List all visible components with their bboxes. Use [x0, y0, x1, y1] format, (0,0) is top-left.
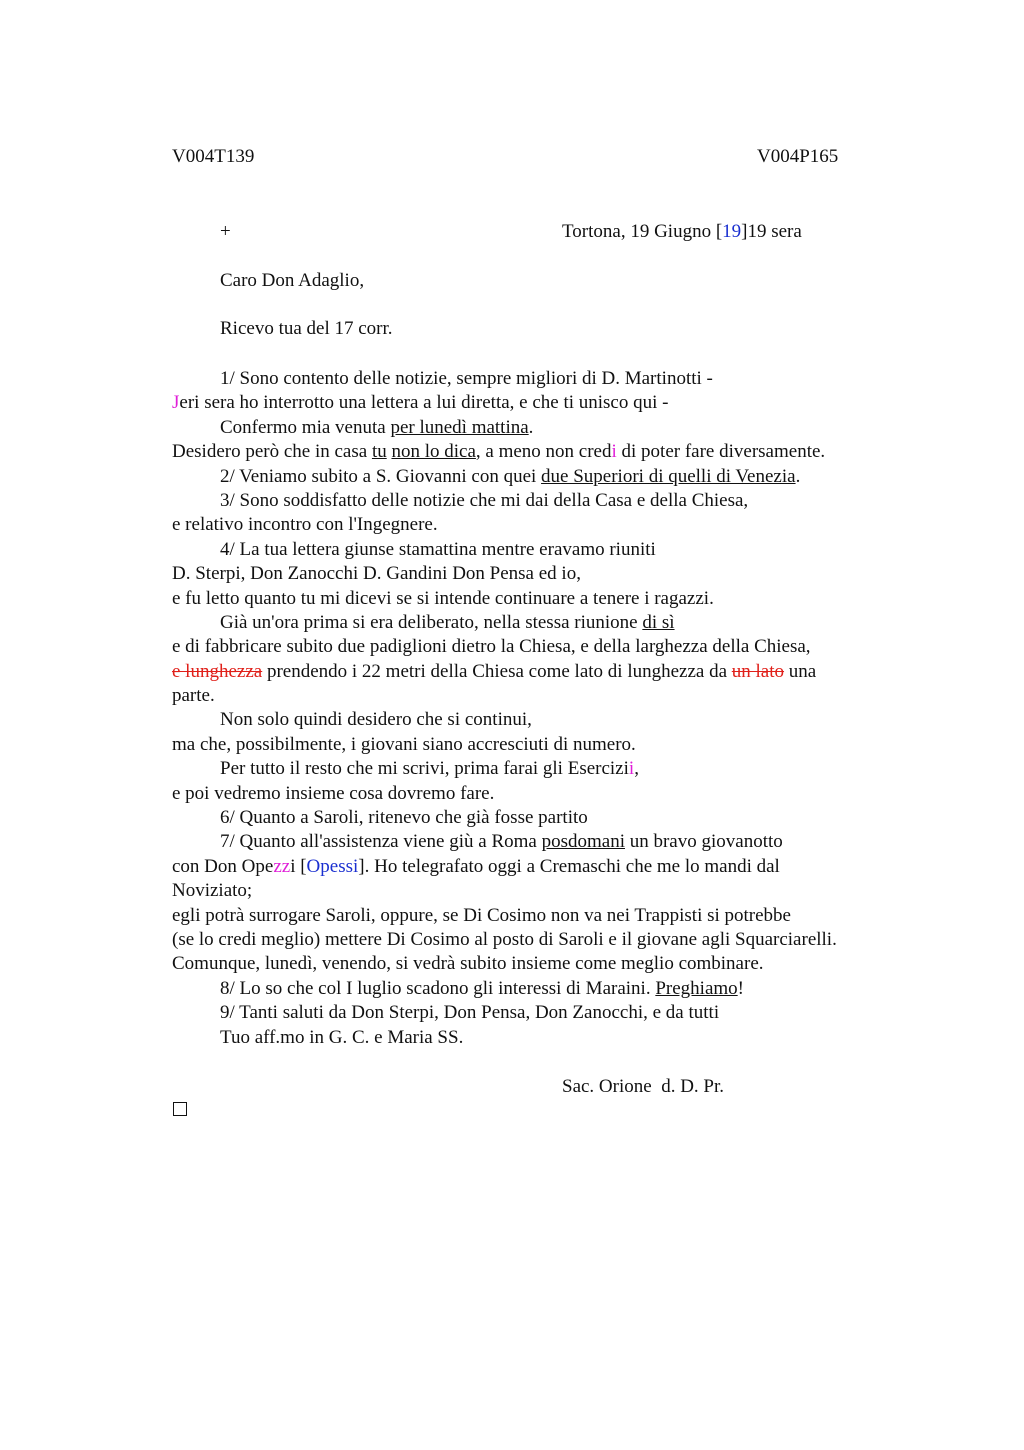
body-line — [172, 465, 912, 489]
editorial-insert: Opessi — [306, 855, 359, 877]
body-text-span: prendendo i 22 metri della Chiesa come lato di lunghezza da — [262, 660, 732, 682]
body-line — [172, 977, 912, 1001]
body-line: D. Sterpi, Don Zanocchi D. Gandini Don Pensa ed io, — [172, 563, 581, 585]
document-code-left: V004T139 — [172, 146, 255, 167]
body-line: egli potrà surrogare Saroli, oppure, se Di Cosimo non va nei Trappisti si potrebbe — [172, 904, 791, 926]
body-line: 9/ Tanti saluti da Don Sterpi, Don Pensa, Don Zanocchi, e da tutti — [220, 1002, 720, 1024]
body-text-span: 7/ Quanto all'assistenza viene giù a Roma — [220, 831, 542, 853]
body-text-span: , — [634, 758, 639, 780]
body-line: 3/ Sono soddisfatto delle notizie che mi dai della Casa e della Chiesa, — [220, 489, 749, 511]
body-line: Noviziato; — [172, 880, 253, 902]
place-date — [562, 221, 802, 243]
year-insert: 19 — [722, 221, 742, 242]
body-line: e poi vedremo insieme cosa dovremo fare. — [172, 782, 495, 804]
body-line — [172, 855, 912, 879]
corrected-letters: zz — [273, 855, 291, 877]
underlined-text: tu — [371, 441, 387, 463]
underlined-text: due Superiori di quelli di Venezia — [541, 465, 796, 487]
body-line — [172, 830, 912, 854]
body-line — [172, 611, 912, 635]
body-text-span: una — [784, 660, 817, 682]
body-text-span: con Don Ope — [172, 855, 274, 877]
underlined-text: di sì — [642, 611, 675, 633]
place-date-prefix: Tortona, 19 Giugno [ — [562, 221, 723, 242]
body-text-span: di poter fare diversamente. — [616, 441, 826, 463]
body-text-span: 2/ Veniamo subito a S. Giovanni con quei — [220, 465, 542, 487]
body-text-span: Confermo mia venuta — [220, 416, 391, 438]
body-text-span: , a meno non cred — [475, 441, 612, 463]
underlined-text: Preghiamo — [655, 977, 738, 999]
body-text-span: Per tutto il resto che mi scrivi, prima farai gli Esercizi — [220, 758, 629, 780]
body-text-span: ! — [737, 977, 744, 999]
corrected-letter: i — [628, 758, 635, 780]
cross-mark: + — [220, 221, 231, 242]
body-text-span: . — [528, 416, 534, 438]
body-line: 4/ La tua lettera giunse stamattina mentre eravamo riuniti — [220, 538, 656, 560]
underlined-text: non lo dica — [391, 441, 476, 463]
body-line — [172, 391, 912, 415]
body-text-span: Desidero però che in casa — [172, 441, 372, 463]
underlined-text: posdomani — [541, 831, 625, 853]
body-text-span: 8/ Lo so che col I luglio scadono gli interessi di Maraini. — [220, 977, 656, 999]
body-line: 6/ Quanto a Saroli, ritenevo che già fosse partito — [220, 807, 588, 829]
body-line: 1/ Sono contento delle notizie, sempre migliori di D. Martinotti - — [220, 368, 713, 389]
deleted-text: e lunghezza — [172, 660, 263, 682]
body-line: Comunque, lunedì, venendo, si vedrà subito insieme come meglio combinare. — [172, 953, 764, 975]
body-line: (se lo credi meglio) mettere Di Cosimo al posto di Saroli e il giovane agli Squarciarelli. — [172, 928, 837, 950]
body-text-span: un bravo giovanotto — [624, 831, 783, 853]
body-line: e di fabbricare subito due padiglioni dietro la Chiesa, e della larghezza della Chiesa, — [172, 636, 811, 658]
corrected-letter: i — [611, 441, 617, 463]
body-text-span: Già un'ora prima si era deliberato, nella stessa riunione — [220, 611, 643, 633]
body-line: parte. — [172, 685, 215, 707]
document-code-right: V004P165 — [757, 146, 839, 167]
body-line: e fu letto quanto tu mi dicevi se si intende continuare a tenere i ragazzi. — [172, 587, 714, 609]
body-text-span: ]. Ho telegrafato oggi a Cremaschi che me lo mandi dal — [358, 855, 780, 877]
corrected-letter: J — [172, 392, 180, 414]
signature: Sac. Orione d. D. Pr. — [562, 1076, 725, 1097]
body-line: Non solo quindi desidero che si continui, — [220, 709, 532, 731]
deleted-text: un lato — [731, 660, 785, 682]
place-date-suffix: ]19 sera — [741, 221, 802, 242]
body-line: ma che, possibilmente, i giovani siano accresciuti di numero. — [172, 733, 636, 755]
body-line — [172, 757, 912, 781]
closing-line: Tuo aff.mo in G. C. e Maria SS. — [220, 1026, 464, 1048]
body-text-span: i [ — [290, 855, 307, 877]
letter-body — [172, 367, 912, 1050]
received-line: Ricevo tua del 17 corr. — [220, 318, 393, 339]
body-line — [172, 416, 912, 440]
body-line: e relativo incontro con l'Ingegnere. — [172, 514, 438, 536]
body-line — [172, 660, 912, 684]
body-text-span: eri sera ho interrotto una lettera a lui diretta, e che ti unisco qui - — [179, 392, 669, 414]
end-box-icon — [173, 1102, 187, 1116]
body-text-span: . — [795, 465, 801, 487]
underlined-text: per lunedì mattina — [390, 416, 529, 438]
body-line — [172, 440, 912, 464]
salutation: Caro Don Adaglio, — [220, 270, 365, 291]
